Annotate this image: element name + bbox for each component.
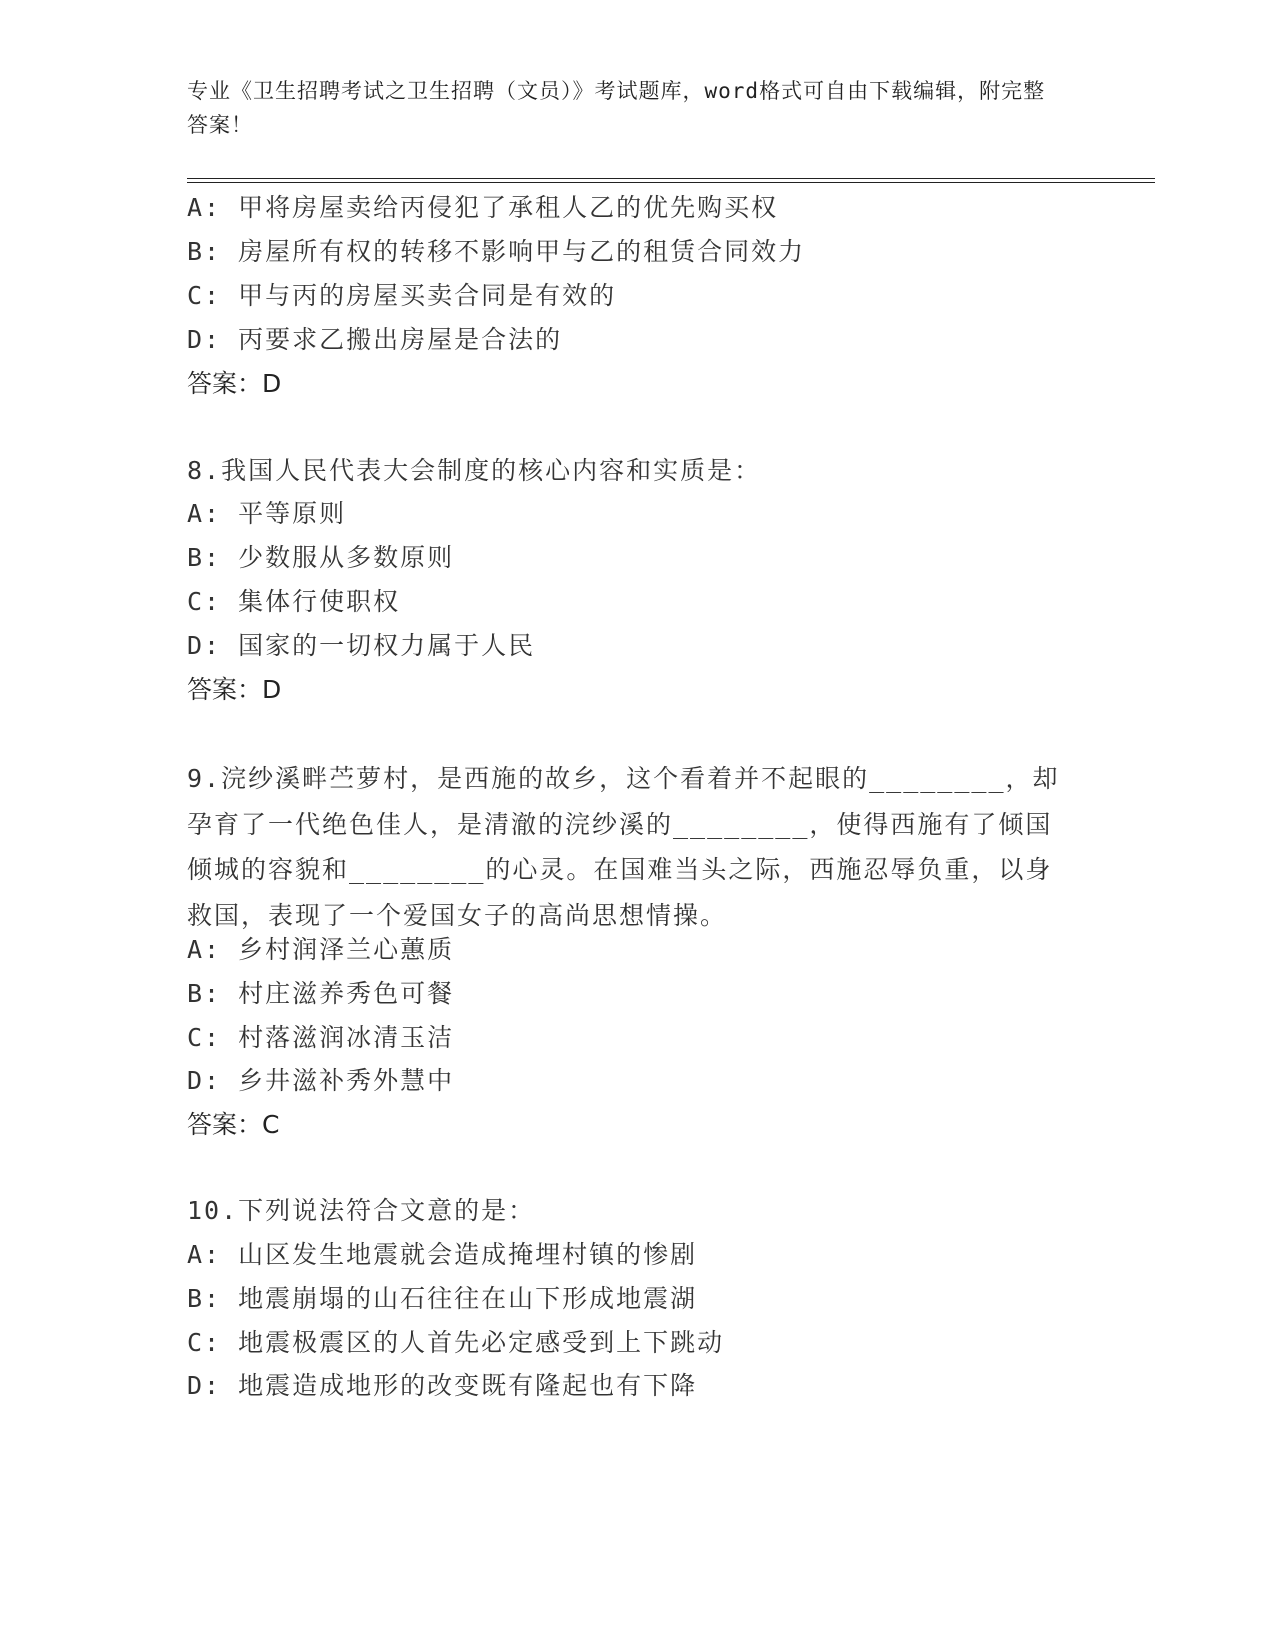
- document-header: 专业《卫生招聘考试之卫生招聘（文员）》考试题库，word格式可自由下载编辑，附完整答案！: [187, 79, 1046, 137]
- q8-option-d: D: 国家的一切权力属于人民: [187, 631, 536, 660]
- q9-option-c: C: 村落滋润冰清玉洁: [187, 1023, 455, 1052]
- q10-option-c: C: 地震极震区的人首先必定感受到上下跳动: [187, 1328, 725, 1357]
- q9-option-a: A: 乡村润泽兰心蕙质: [187, 935, 455, 964]
- q9-option-d: D: 乡井滋补秀外慧中: [187, 1066, 455, 1095]
- q8-option-b: B: 少数服从多数原则: [187, 543, 455, 572]
- header-divider-top: [187, 178, 1155, 179]
- q7-option-b: B: 房屋所有权的转移不影响甲与乙的租赁合同效力: [187, 237, 806, 266]
- q10-option-a: A: 山区发生地震就会造成掩埋村镇的惨剧: [187, 1240, 698, 1269]
- header-divider-bottom: [187, 182, 1155, 183]
- q8-option-a: A: 平等原则: [187, 499, 347, 528]
- q8-stem: 8.我国人民代表大会制度的核心内容和实质是：: [187, 456, 762, 485]
- q10-stem: 10.下列说法符合文意的是：: [187, 1196, 536, 1225]
- q7-option-c: C: 甲与丙的房屋买卖合同是有效的: [187, 281, 617, 310]
- q9-option-b: B: 村庄滋养秀色可餐: [187, 979, 455, 1008]
- q10-option-b: B: 地震崩塌的山石往往在山下形成地震湖: [187, 1284, 698, 1313]
- q10-option-d: D: 地震造成地形的改变既有隆起也有下降: [187, 1371, 698, 1400]
- q7-option-d: D: 丙要求乙搬出房屋是合法的: [187, 325, 563, 354]
- q9-answer: 答案：C: [187, 1110, 280, 1139]
- q8-answer: 答案：D: [187, 675, 282, 704]
- q7-answer: 答案：D: [187, 369, 282, 398]
- q7-option-a: A: 甲将房屋卖给丙侵犯了承租人乙的优先购买权: [187, 193, 779, 222]
- q9-stem: 9.浣纱溪畔苎萝村，是西施的故乡，这个看着并不起眼的________，却孕育了一代绝色佳人，是清澈的浣纱溪的________，使得西施有了倾国倾城的容貌和________的心灵。在国难当头之际，西施忍辱负重，以身救国，表现了一个爱国女子的高尚思想情操。: [187, 764, 1060, 930]
- q8-option-c: C: 集体行使职权: [187, 587, 401, 616]
